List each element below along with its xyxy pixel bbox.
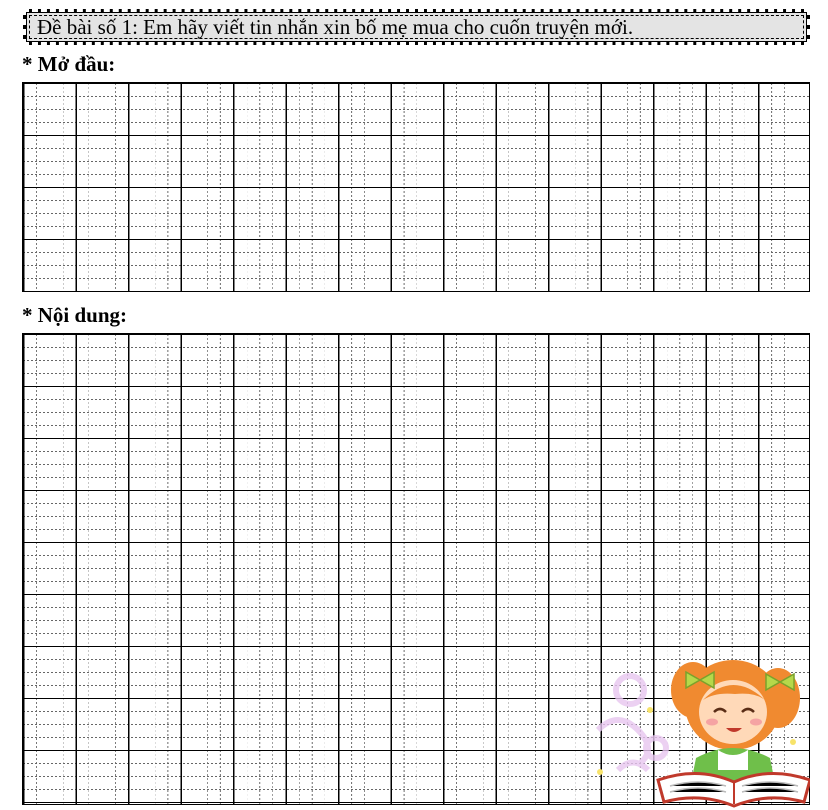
task-prompt-text: Đề bài số 1: Em hãy viết tin nhắn xin bố mẹ mua cho cuốn truyện mới. bbox=[37, 14, 634, 39]
body-section-label: * Nội dung: bbox=[22, 303, 128, 327]
girl-reading-book-icon bbox=[578, 650, 810, 808]
task-prompt-box bbox=[23, 9, 810, 45]
intro-section-label: * Mở đầu: bbox=[22, 52, 116, 76]
intro-writing-grid[interactable] bbox=[22, 82, 810, 292]
intro-grid-major-lines bbox=[23, 83, 809, 291]
